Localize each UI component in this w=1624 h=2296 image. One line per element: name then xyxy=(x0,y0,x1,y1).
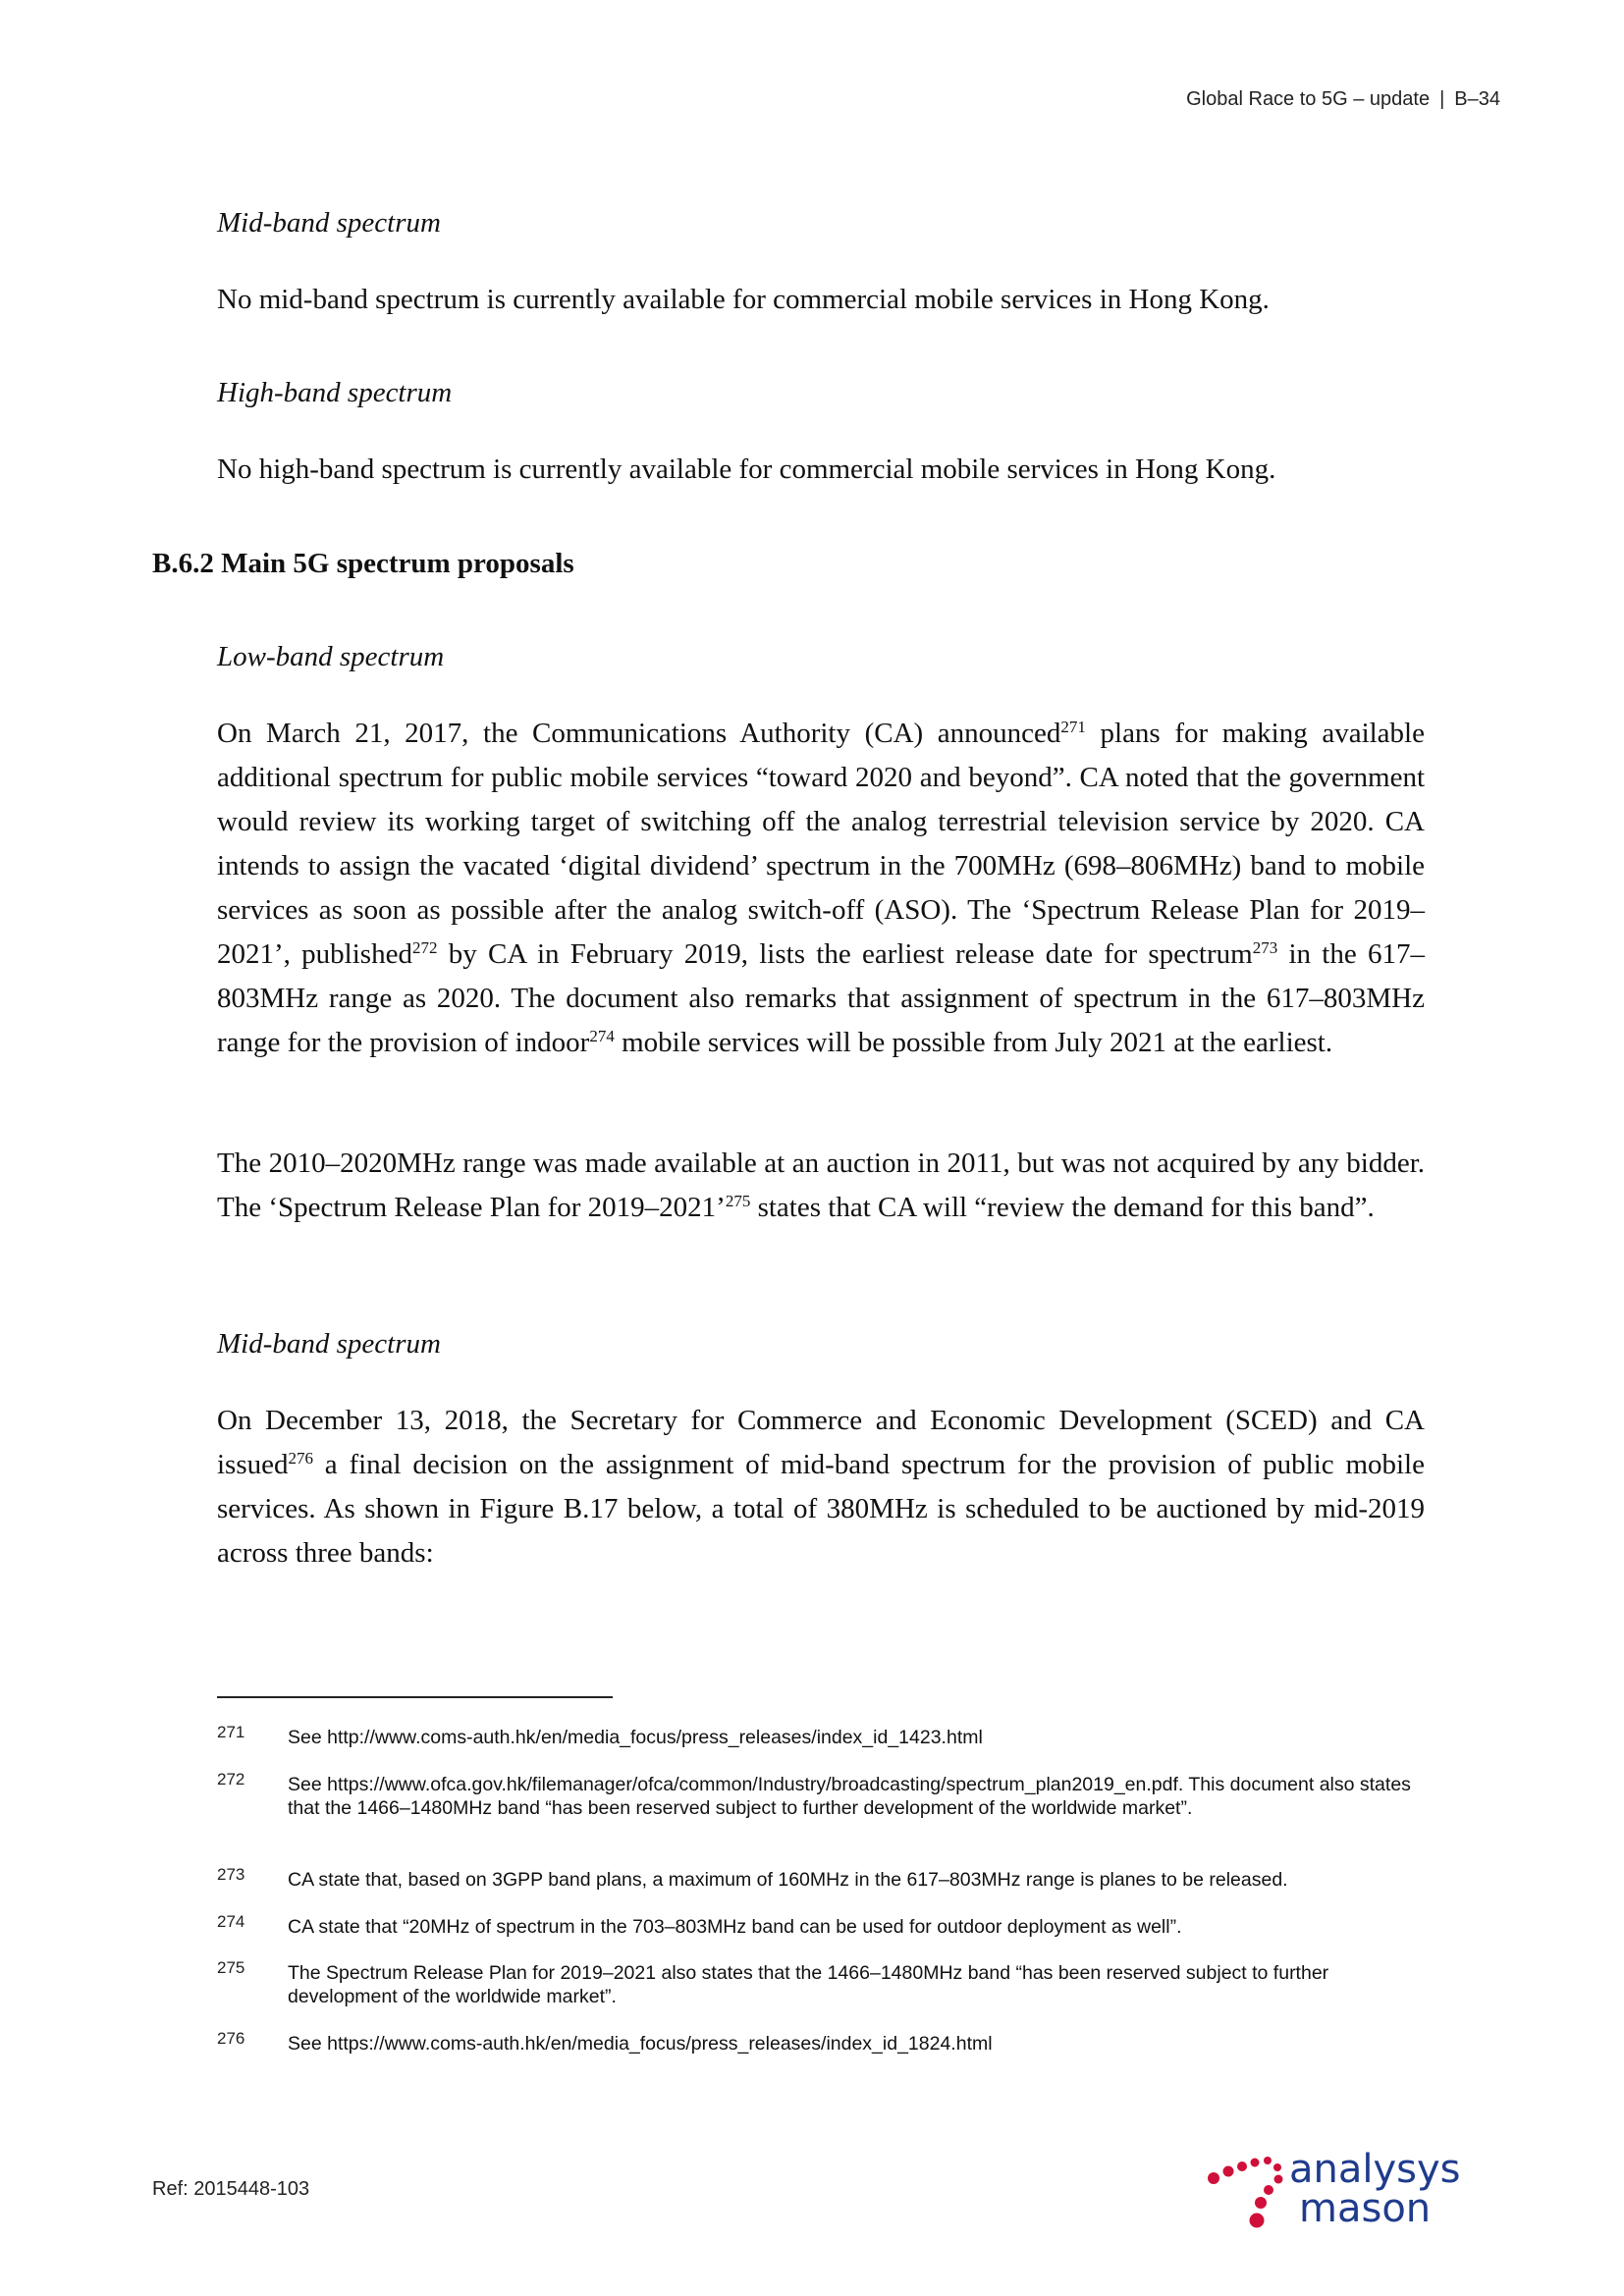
analysys-mason-logo xyxy=(1206,2142,1510,2250)
logo-dots-icon xyxy=(1206,2142,1294,2250)
footnote-273 xyxy=(217,1865,1427,1892)
mid-band-paragraph: No mid-band spectrum is currently available for commercial mobile services in Hong Kong. xyxy=(217,284,1270,315)
footnote-text: CA state that “20MHz of spectrum in the 703–803MHz band can be used for outdoor deployment as well”. xyxy=(288,1916,1182,1938)
footnote-ref-271[interactable]: 271 xyxy=(1060,718,1086,736)
low-band-heading: Low-band spectrum xyxy=(217,641,445,672)
footnote-ref-273[interactable]: 273 xyxy=(1252,938,1278,957)
footnote-text: CA state that, based on 3GPP band plans, a maximum of 160MHz in the 617–803MHz range is planes to be released. xyxy=(288,1869,1288,1891)
footnote-ref-272[interactable]: 272 xyxy=(411,938,438,957)
footnote-272 xyxy=(217,1770,1427,1820)
footnote-text[interactable]: See https://www.coms-auth.hk/en/media_focus/press_releases/index_id_1824.html xyxy=(288,2033,993,2055)
footnote-number: 272 xyxy=(217,1770,245,1789)
footnote-ref-275[interactable]: 275 xyxy=(725,1192,751,1210)
mid-band-heading-2: Mid-band spectrum xyxy=(217,1328,441,1360)
footnote-number: 273 xyxy=(217,1865,245,1884)
high-band-heading: High-band spectrum xyxy=(217,377,453,408)
footnote-number: 274 xyxy=(217,1912,245,1931)
footnote-separator xyxy=(217,1696,613,1698)
low-band-paragraph-1: On March 21, 2017, the Communications Authority (CA) announced$^{271}$ plans for making available additional spectrum for public mobile services “toward 2020 and beyond”. CA noted that the government would review its working target of switching off the analog terrestrial television service by 2020. CA intends to assign the vacated ‘digital dividend’ spectrum in the 700MHz (698–806MHz) band to mobile services as soon as possible after the analog switch-off (ASO). The ‘Spectrum Release Plan for 2019–2021’, published$^{272}$ by CA in February 2019, lists the earliest release date for spectrum$^{273}$ in the 617–803MHz range as 2020. The document also remarks that assignment of spectrum in the 617–803MHz range for the provision of indoor$^{274}$ mobile services will be possible from July 2021 at the earliest. xyxy=(217,718,1425,1058)
mid-band-paragraph-2: On December 13, 2018, the Secretary for Commerce and Economic Development (SCED) and CA issued$^{276}$ a final decision on the assignment of mid-band spectrum for the provision of public mobile services. As shown in Figure B.17 below, a total of 380MHz is scheduled to be auctioned by mid-2019 across three bands: xyxy=(217,1405,1425,1569)
running-header xyxy=(1186,88,1500,111)
logo-line-2: mason xyxy=(1299,2186,1432,2231)
footnote-ref-274[interactable]: 274 xyxy=(589,1027,615,1045)
section-heading-b62: B.6.2 Main 5G spectrum proposals xyxy=(152,548,574,579)
header-page-number: B–34 xyxy=(1454,88,1500,110)
low-band-paragraph-2: The 2010–2020MHz range was made available at an auction in 2011, but was not acquired by any bidder. The ‘Spectrum Release Plan for 2019–2021’$^{275}$ states that CA will “review the demand for this band”. xyxy=(217,1148,1425,1223)
logo-wordmark xyxy=(1289,2147,1461,2231)
document-reference: Ref: 2015448-103 xyxy=(152,2178,310,2200)
mid-band-heading: Mid-band spectrum xyxy=(217,207,441,239)
footnote-number: 275 xyxy=(217,1958,245,1977)
header-title: Global Race to 5G – update xyxy=(1186,88,1431,110)
footnote-271 xyxy=(217,1723,1427,1749)
footnote-ref-276[interactable]: 276 xyxy=(288,1449,313,1468)
header-separator: | xyxy=(1439,88,1445,110)
footnote-274 xyxy=(217,1912,1427,1939)
logo-line-1: analysys xyxy=(1289,2147,1461,2192)
high-band-paragraph: No high-band spectrum is currently available for commercial mobile services in Hong Kong. xyxy=(217,454,1276,485)
footnote-number: 276 xyxy=(217,2029,245,2048)
footnote-number: 271 xyxy=(217,1723,245,1741)
footnote-276 xyxy=(217,2029,1427,2056)
footnote-text[interactable]: See http://www.coms-auth.hk/en/media_focus/press_releases/index_id_1423.html xyxy=(288,1727,983,1748)
footnote-275 xyxy=(217,1958,1427,2008)
footnote-text: The Spectrum Release Plan for 2019–2021 also states that the 1466–1480MHz band “has been reserved subject to further development of the worldwide market”. xyxy=(288,1962,1329,2007)
footnote-text[interactable]: See https://www.ofca.gov.hk/filemanager/ofca/common/Industry/broadcasting/spectrum_plan2019_en.pdf. This document also states that the 1466–1480MHz band “has been reserved subject to further development of the worldwide market”. xyxy=(288,1774,1411,1819)
